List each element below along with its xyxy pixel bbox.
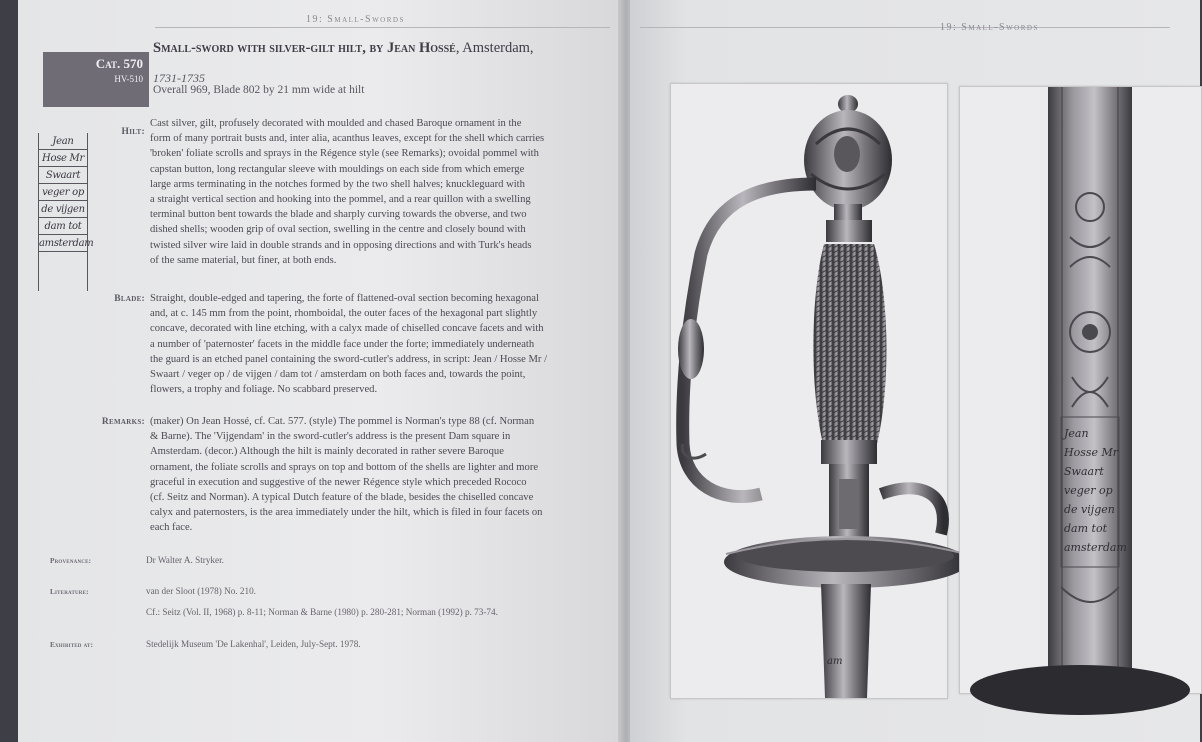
literature-label: Literature:	[50, 588, 89, 596]
entry-title	[153, 40, 603, 57]
hilt-line: 'broken' foliate scrolls and sprays in the Régence style (see Remarks); ovoidal pommel with	[150, 148, 539, 160]
blade-line: Swaart / veger op / de vijgen / dam tot / amsterdam on both faces and, towards the point,	[150, 369, 526, 381]
hilt-line: Cast silver, gilt, profusely decorated with moulded and chased Baroque ornament in the	[150, 118, 522, 129]
inscription-line: veger op	[39, 184, 87, 201]
blade-inscription-line: Hosse Mr	[1064, 446, 1119, 459]
hilt-line: a straight vertical section and hooking into the pommel, and a rear quillon with a swelling	[150, 194, 531, 206]
blade-inscription-line: veger op	[1064, 484, 1113, 497]
header-rule-right	[640, 27, 1170, 28]
hilt-description	[150, 116, 580, 268]
blade-inscription-line: de vijgen	[1064, 503, 1115, 516]
blade-description	[150, 291, 580, 397]
inscription-line: Swaart	[39, 167, 87, 184]
hilt-line: form of many portrait busts and, inter alia, acanthus leaves, except for the shell which carries	[150, 133, 545, 145]
title-name: Small-sword with silver-gilt hilt, by Jean Hossé	[153, 40, 456, 56]
blade-inscription-line: Jean	[1064, 427, 1089, 440]
running-head-left: 19: Small-Swords	[306, 14, 405, 25]
svg-text:am: am	[827, 656, 843, 667]
hilt-label: Hilt:	[121, 127, 145, 137]
exhibited-text: Stedelijk Museum 'De Lakenhal', Leiden, July-Sept. 1978.	[146, 639, 361, 649]
inventory-number: HV-510	[114, 74, 143, 84]
inscription-line: dam tot	[39, 218, 87, 235]
remarks-line: calyx and paternosters, is the area immediately under the hilt, which is filed in four facets on	[150, 507, 543, 519]
sword-hilt-image	[671, 84, 947, 698]
inscription-line: amsterdam	[39, 235, 87, 252]
entry-dates: 1731-1735	[153, 71, 205, 85]
remarks-line: & Barne). The 'Vijgendam' in the sword-cutler's address is the present Dam square in	[150, 431, 511, 443]
inscription-line: Jean	[39, 133, 87, 150]
blade-line: the guard is an etched panel containing the sword-cutler's address, in script: Jean / Hosse Mr /	[150, 353, 548, 365]
hilt-line: of the same material, but finer, at both ends.	[150, 254, 337, 266]
inscription-line: de vijgen	[39, 201, 87, 218]
header-rule-left	[155, 27, 610, 28]
hilt-line: terminal button bent towards the blade and sharply curving towards the obverse, and two	[150, 209, 527, 221]
literature-line-1: van der Sloot (1978) No. 210.	[146, 586, 256, 596]
blade-photograph	[959, 86, 1202, 694]
blade-line: Straight, double-edged and tapering, the forte of flattened-oval section becoming hexagonal	[150, 293, 539, 304]
entry-dimensions: Overall 969, Blade 802 by 21 mm wide at hilt	[153, 84, 365, 96]
remarks-line: (maker) On Jean Hossé, cf. Cat. 577. (style) The pommel is Norman's type 88 (cf. Norman	[150, 416, 535, 427]
catalogue-number: Cat. 570	[95, 56, 143, 71]
blade-inscription-line: dam tot	[1064, 522, 1107, 535]
blade-inscription-line: amsterdam	[1064, 541, 1127, 554]
sword-blade-image	[960, 87, 1201, 693]
remarks-label: Remarks:	[101, 417, 145, 427]
blade-line: flowers, a trophy and foliage. No scabbard preserved.	[150, 384, 378, 396]
exhibited-label: Exhibited at:	[50, 641, 94, 649]
hilt-photograph	[670, 83, 948, 699]
hilt-line: dished shells; wooden grip of oval section, swelling in the centre and closely bound with	[150, 224, 526, 236]
inscription-illustration	[38, 133, 94, 291]
inscription-line: Hose Mr	[39, 150, 87, 167]
literature-line-2: Cf.: Seitz (Vol. II, 1968) p. 8-11; Norman & Barne (1980) p. 280-281; Norman (1992) p. 73-74.	[146, 607, 498, 617]
remarks-line: ornament, the foliate scrolls and sprays on top and bottom of the shells are lighter and more	[150, 461, 539, 473]
blade-label: Blade:	[114, 294, 145, 304]
title-place: , Amsterdam,	[455, 40, 534, 56]
provenance-label: Provenance:	[50, 557, 92, 565]
provenance-text: Dr Walter A. Stryker.	[146, 555, 224, 565]
blade-line: a number of 'paternoster' facets in the middle face under the forte; immediately underneath	[150, 338, 535, 350]
hilt-line: twisted silver wire laid in double strands and in opposing directions and with Turk's heads	[150, 239, 532, 251]
remarks-line: graceful in execution and suggestive of the newer Régence style which preceded Rococo	[150, 476, 527, 488]
remarks-line: Amsterdam. (decor.) Although the hilt is mainly decorated in rather severe Baroque	[150, 446, 504, 458]
remarks-description	[150, 414, 580, 536]
blade-line: and, at c. 145 mm from the point, rhomboidal, the outer faces of the hexagonal part slightly	[150, 308, 538, 320]
remarks-line: each face.	[150, 522, 193, 534]
running-head-right: 19: Small-Swords	[940, 22, 1039, 33]
remarks-line: (cf. Seitz and Norman). A typical Dutch feature of the blade, besides the chiselled concave	[150, 492, 534, 504]
hilt-line: capstan button, long rectangular sleeve with mouldings on each side from which emerge	[150, 163, 525, 175]
blade-line: concave, decorated with line etching, with a calyx made of chiselled concave facets and with	[150, 323, 544, 335]
hilt-line: large arms terminating in the notches formed by the two shell halves; knuckleguard with	[150, 178, 525, 190]
catalogue-number-box	[43, 52, 149, 107]
blade-inscription-line: Swaart	[1064, 465, 1104, 478]
